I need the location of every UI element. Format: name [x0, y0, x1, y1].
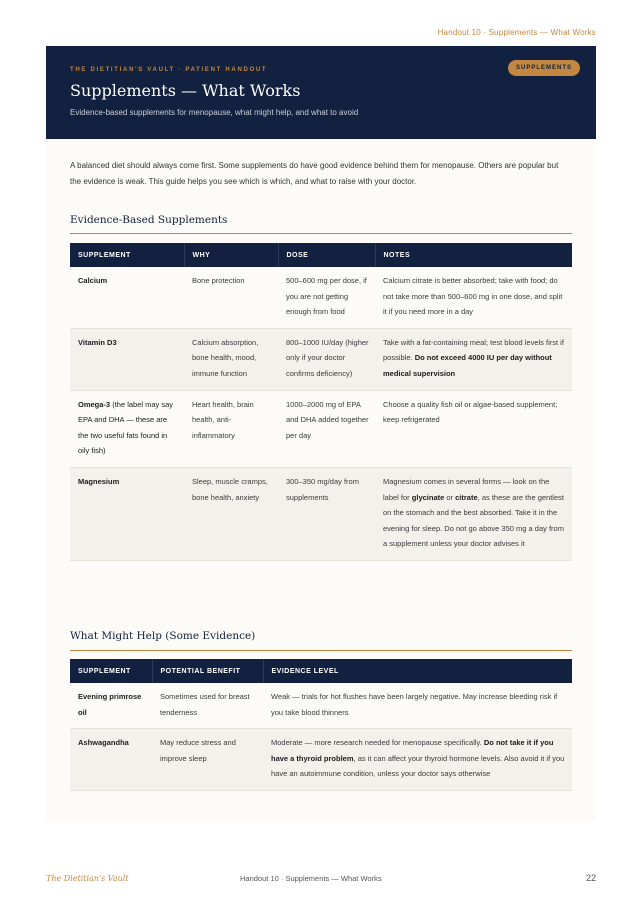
category-badge: SUPPLEMENTS [508, 60, 580, 76]
notes-text: , as these are the gentlest on the stomach and the best absorbed. Take it in the evening for sleep. Do not go above 350 mg a day from a supplement unless your doctor advises it [383, 492, 564, 549]
page-subtitle: Evidence-based supplements for menopause, what might help, and what to avoid [70, 108, 359, 117]
supplement-notes [375, 467, 572, 560]
supplement-why: Bone protection [192, 276, 245, 285]
handout-page [46, 46, 596, 821]
supplement-notes [375, 328, 572, 390]
table-row [70, 683, 572, 729]
evidence-level: Weak — trials for hot flushes have been largely negative. May increase bleeding risk if you take blood thinners [271, 692, 558, 717]
evidence-based-table [70, 243, 572, 561]
supplement-name: Vitamin D3 [70, 328, 184, 390]
footer-handout-title: Handout 10 · Supplements — What Works [240, 874, 382, 883]
supplement-name-note: (the label may say EPA and DHA — these are the two useful fats found in oily fish) [78, 399, 174, 456]
supplement-dose: 1000–2000 mg of EPA and DHA added together per day [286, 399, 369, 440]
table-row [70, 390, 572, 467]
might-help-table [70, 659, 572, 791]
table-row [70, 729, 572, 791]
table-row [70, 267, 572, 328]
notes-warning: Do not exceed 4000 IU per day without medical supervision [383, 353, 552, 378]
notes-text: Take with a fat-containing meal; test blood levels first if possible. [383, 337, 564, 363]
supplement-name [70, 390, 184, 467]
supplement-name: Magnesium [70, 467, 184, 560]
potential-benefit: Sometimes used for breast tenderness [160, 692, 250, 717]
potential-benefit: May reduce stress and improve sleep [152, 729, 263, 791]
supplement-name: Calcium [78, 276, 108, 285]
header-banner [46, 46, 596, 139]
notes-emphasis: citrate [455, 492, 478, 502]
supplement-notes: Calcium citrate is better absorbed; take with food; do not take more than 500–600 mg in one dose, and split it if you need more in a day [383, 276, 563, 317]
notes-text: Magnesium comes in several forms — look on the label for [383, 476, 550, 502]
supplement-notes: Choose a quality fish oil or algae-based supplement; keep refrigerated [383, 399, 558, 425]
page-title: Supplements — What Works [70, 81, 301, 100]
supplement-dose: 800–1000 IU/day (higher only if your doctor confirms deficiency) [278, 328, 375, 390]
section-title-evidence-based: Evidence-Based Supplements [70, 214, 228, 226]
supplement-name: Ashwagandha [70, 729, 152, 791]
table-row [70, 467, 572, 560]
column-header: SUPPLEMENT [70, 659, 152, 683]
column-header: DOSE [278, 243, 375, 267]
supplement-dose: 300–350 mg/day from supplements [278, 467, 375, 560]
supplement-why: Heart health, brain health, anti-inflammatory [192, 399, 254, 440]
footer-brand: The Dietitian's Vault [46, 874, 129, 883]
supplement-name: Evening primrose oil [78, 692, 142, 717]
column-header: WHY [184, 243, 278, 267]
section-title-might-help: What Might Help (Some Evidence) [70, 630, 256, 642]
table-row [70, 328, 572, 390]
page-number: 22 [585, 873, 596, 883]
column-header: NOTES [375, 243, 572, 267]
evidence-text: Moderate — more research needed for menopause specifically. [271, 738, 484, 748]
header-eyebrow: THE DIETITIAN'S VAULT · PATIENT HANDOUT [70, 67, 268, 73]
running-header: Handout 10 · Supplements — What Works [437, 28, 596, 37]
column-header: POTENTIAL BENEFIT [152, 659, 263, 683]
evidence-text: , as it can affect your thyroid hormone levels. Also avoid it if you have an autoimmune condition, unless your doctor says otherwise [271, 753, 565, 779]
table-header-row [70, 243, 572, 267]
column-header: SUPPLEMENT [70, 243, 184, 267]
intro-paragraph: A balanced diet should always come first. Some supplements do have good evidence behind them for menopause. Others are popular but the evidence is weak. This guide helps you see which is which, and what to raise with your doctor. [70, 161, 559, 186]
supplement-dose: 500–600 mg per dose, if you are not getting enough from food [286, 276, 367, 317]
column-header: EVIDENCE LEVEL [263, 659, 572, 683]
evidence-level [263, 729, 572, 791]
notes-emphasis: glycinate [411, 492, 445, 502]
supplement-why: Sleep, muscle cramps, bone health, anxiety [184, 467, 278, 560]
table-header-row [70, 659, 572, 683]
notes-text: or [444, 492, 456, 502]
supplement-name-text: Omega-3 [78, 399, 111, 409]
supplement-why: Calcium absorption, bone health, mood, immune function [184, 328, 278, 390]
section-rule [70, 650, 572, 651]
evidence-warning: Do not take it if you have a thyroid problem [271, 738, 554, 763]
section-rule [70, 233, 572, 234]
